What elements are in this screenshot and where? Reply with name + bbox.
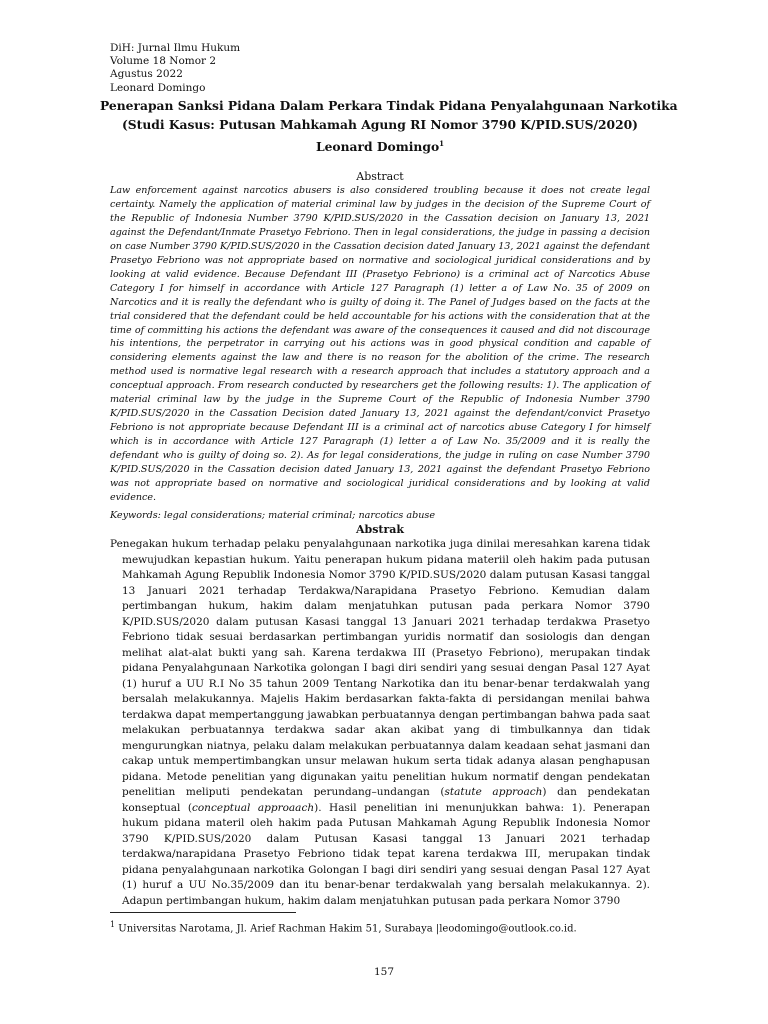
author-name: Leonard Domingo — [315, 139, 440, 155]
abstrak-part-1: Penegakan hukum terhadap pelaku penyalahgunaan narkotika juga dinilai meresahkan karena tidak mewujudkan kepastian hukum. Yaitu penerapan hukum pidana materiil oleh hakim pada putusan Mahkamah Agung Republik Indonesia Nomor 3790 K/PID.SUS/2020 dalam putusan Kasasi tanggal 13 Januari 2021 terhadap Terdakwa/Narapidana Prasetyo Febriono. Kemudian dalam pertimbangan hukum, hakim dalam menjatuhkan putusan pada perkara Nomor 3790 K/PID.SUS/2020 dalam putusan Kasasi tanggal 13 Januari 2021 terhadap terdakwa Prasetyo Febriono tidak sesuai berdasarkan pertimbangan yuridis normatif dan sosiologis dan dengan melihat alat-alat bukti yang sah. Karena terdakwa III (Prasetyo Febriono), merupakan tindak pidana Penyalahgunaan Narkotika golongan I bagi diri sendiri yang sesuai dengan Pasal 127 Ayat (1) huruf a UU R.I No 35 tahun 2009 Tentang Narkotika dan itu benar-benar terdakwalah yang bersalah melakukannya. Majelis Hakim berdasarkan fakta-fakta di persidangan menilai bahwa terdakwa dapat mempertanggung jawabkan perbuatannya dengan pertimbangan bahwa pada saat melakukan perbuatannya terdakwa sadar akan akibat yang di timbulkannya dan tidak mengurungkan niatnya, pelaku dalam melakukan perbuatannya dalam keadaan sehat jasmani dan cakap untuk mempertimbangkan unsur melawan hukum serta tidak adanya alasan penghapusan pidana. Metode penelitian yang digunakan yaitu penelitian hukum normatif dengan pendekatan penelitian meliputi pendekatan perundang–undangan ( — [110, 538, 650, 798]
footnote-divider — [110, 912, 296, 913]
abstrak-heading: Abstrak — [355, 523, 405, 536]
abstrak-indonesian-text — [110, 537, 650, 909]
title-author — [100, 134, 660, 156]
footnote-mark: 1 — [110, 920, 116, 929]
paper-title — [100, 96, 678, 156]
header-author: Leonard Domingo — [110, 81, 206, 94]
page-number: 157 — [373, 966, 395, 978]
footnote — [110, 918, 670, 936]
journal-name: DiH: Jurnal Ilmu Hukum — [110, 42, 241, 54]
footnote-text: Universitas Narotama, Jl. Arief Rachman Hakim 51, Surabaya |leodomingo@outlook.co.id. — [115, 923, 577, 935]
author-footnote-mark[interactable]: 1 — [439, 139, 445, 148]
abstrak-italic-2: conceptual approaach — [191, 801, 315, 814]
title-line-1: Penerapan Sanksi Pidana Dalam Perkara Tindak Pidana Penyalahgunaan Narkotika — [100, 98, 678, 113]
abstrak-paragraph — [110, 537, 650, 909]
abstrak-part-3: ). Hasil penelitian ini menunjukkan bahwa: 1). Penerapan hukum pidana materil oleh hakim pada Putusan Mahkamah Agung Republik Indonesia Nomor 3790 K/PID.SUS/2020 dalam Putusan Kasasi tanggal 13 Januari 2021 terhadap terdakwa/narapidana Prasetyo Febriono tidak tepat karena terdakwa III, merupakan tindak pidana penyalahgunaan narkotika Golongan I bagi diri sendiri yang sesuai dengan Pasal 127 Ayat (1) huruf a UU No.35/2009 dan itu benar-benar terdakwalah yang bersalah melakukannya. 2). Adapun pertimbangan hukum, hakim dalam menjatuhkan putusan pada perkara Nomor 3790 — [122, 801, 650, 907]
abstrak-italic-1: statute approach — [444, 786, 543, 798]
running-header — [110, 42, 240, 95]
journal-date: Agustus 2022 — [110, 68, 183, 81]
keywords-line: Keywords: legal considerations; material criminal; narcotics abuse — [110, 510, 436, 521]
journal-volume: Volume 18 Nomor 2 — [110, 55, 217, 68]
abstract-heading: Abstract — [356, 170, 404, 183]
abstract-english-text: Law enforcement against narcotics abusers is also considered troubling because it does not create legal certainty. Namely the application of material criminal law by judges in the decision of the Supreme Court of the Republic of Indonesia Number 3790 K/PID.SUS/2020 in the Cassation decision on January 13, 2021 against the Defendant/Inmate Prasetyo Febriono. Then in legal considerations, the judge in passing a decision on case Number 3790 K/PID.SUS/2020 in the Cassation decision dated January 13, 2021 against the defendant Prasetyo Febriono was not appropriate based on normative and sociological juridical considerations and by looking at valid evidence. Because Defendant III (Prasetyo Febriono) is a criminal act of Narcotics Abuse Category I for himself in accordance with Article 127 Paragraph (1) letter a of Law No. 35 of 2009 on Narcotics and it is really the defendant who is guilty of doing it. The Panel of Judges based on the facts at the trial considered that the defendant could be held accountable for his actions with the consideration that at the time of committing his actions the defendant was aware of the consequences it caused and did not discourage his intentions, the perpetrator in carrying out his actions was in good physical condition and capable of considering elements against the law and there is no reason for the abolition of the crime. The research method used is normative legal research with a research approach that includes a statutory approach and a conceptual approach. From research conducted by researchers get the following results: 1). The application of material criminal law by the judge in the Supreme Court of the Republic of Indonesia Number 3790 K/PID.SUS/2020 in the Cassation Decision dated January 13, 2021 against the defendant/convict Prasetyo Febriono is not appropriate because Defendant III is a criminal act of narcotics abuse Category I for himself which is in accordance with Article 127 Paragraph (1) letter a of Law No. 35/2009 and it is really the defendant who is guilty of doing so. 2). As for legal considerations, the judge in ruling on case Number 3790 K/PID.SUS/2020 in the Cassation decision dated January 13, 2021 against the defendant Prasetyo Febriono was not appropriate based on normative and sociological juridical considerations and by looking at valid evidence. — [110, 185, 650, 503]
abstrak-part-2: ) dan pendekatan konseptual ( — [122, 786, 650, 814]
title-line-2: (Studi Kasus: Putusan Mahkamah Agung RI Nomor 3790 K/PID.SUS/2020) — [121, 117, 639, 132]
